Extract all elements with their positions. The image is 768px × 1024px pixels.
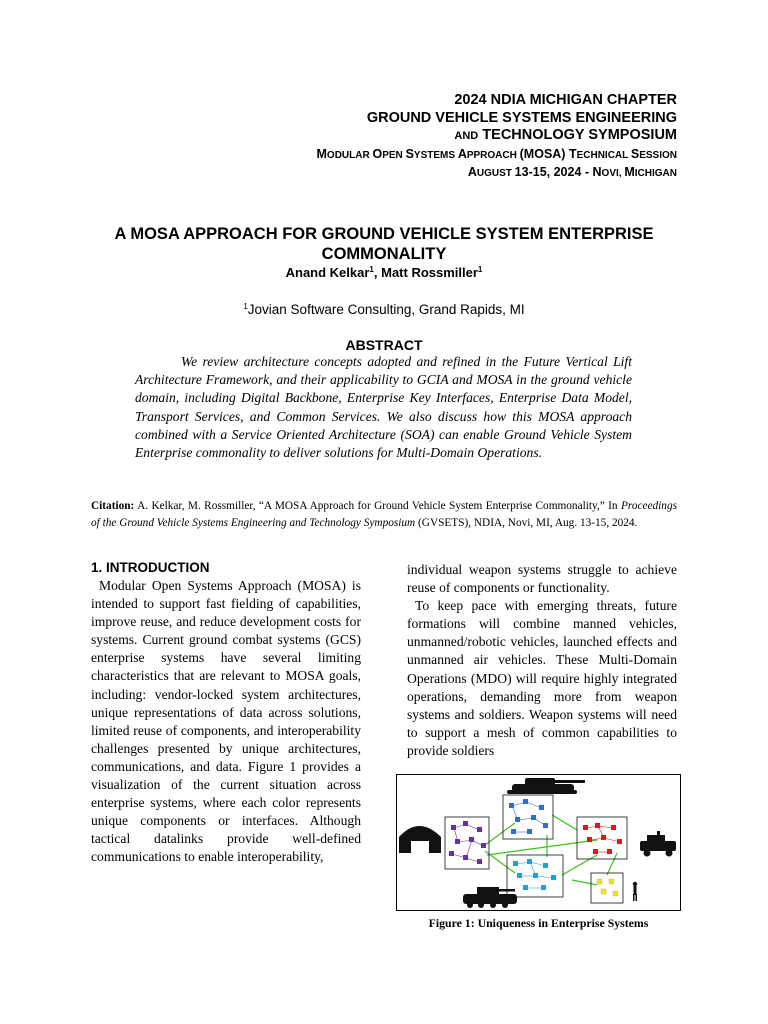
hl4-part-5-small: ECHNICAL [576,149,631,161]
right-paragraph-2: To keep pace with emerging threats, future formations will combine manned vehicles, unmanned/robotic vehicles, launched effects and unmanned air vehicles. These Multi-Domain Operations (MDO) will require highly integrated operations, demanding more from weapon systems and soldiers. Weapon systems will need to support a mesh of common capabilities to provide soldiers [407,598,677,758]
hl4-part-4-big: (MOSA) [519,146,569,161]
purple-cluster [449,821,486,864]
hl5-part-0-big: A [467,165,477,179]
yellow-cluster [597,879,618,896]
hl4-part-0-big: M [316,146,327,161]
hl4-part-1-big: O [372,146,383,161]
header-line-4 [317,146,678,165]
figure-1-diagram [397,775,680,910]
author-2-affil-mark: 1 [477,265,483,274]
hl5-part-1-big: 13-15, 2024 - [514,165,593,179]
title-line-2: COMMONALITY [321,245,447,263]
right-paragraph-continued: individual weapon systems struggle to achieve reuse of components or functionality. [407,562,677,596]
hangar-icon [399,826,441,853]
hl5-part-2-small: OVI, [601,168,625,179]
header-line-5 [317,164,678,183]
conference-header [317,92,678,183]
citation-text-2: (GVSETS), NDIA, Novi, MI, Aug. 13-15, 2024. [415,516,638,529]
hl4-part-0-small: ODULAR [326,149,373,161]
hl5-part-3-big: M [624,165,635,179]
hl4-part-6-small: ESSION [639,149,677,161]
hl4-part-3-small: PPROACH [466,149,520,161]
header-line-2: GROUND VEHICLE SYSTEMS ENGINEERING [366,109,677,126]
author-separator: , [373,265,382,280]
left-column [91,559,361,867]
author-1-affil-mark: 1 [369,265,374,274]
citation-text-1: A. Kelkar, M. Rossmiller, “A MOSA Approach for Ground Vehicle System Enterprise Commonality,” In [134,500,621,512]
yellow-cluster-outline [591,873,623,903]
affiliation-mark: 1 [243,302,248,311]
hl5-part-0-small: UGUST [476,168,515,179]
section-heading-introduction: 1. INTRODUCTION [91,560,210,575]
blue-cluster [509,799,548,834]
cluster-outlines [445,795,627,903]
author-1-name: Anand Kelkar [285,265,370,280]
affiliation [80,302,688,317]
soldier-icon [633,882,637,901]
hl5-part-2-big: N [592,165,602,179]
abstract-heading: ABSTRACT [345,337,423,353]
hl4-part-3-big: A [457,146,467,161]
armored-vehicle-icon [463,887,517,908]
author-2-name: Matt Rossmiller [381,265,478,280]
author-list [80,265,688,280]
humvee-icon [640,831,676,857]
hl4-part-5-big: T [568,146,577,161]
paper-title [80,224,688,264]
header-line-3: AND TECHNOLOGY SYMPOSIUM [454,127,677,143]
hl4-part-1-small: PEN [382,149,406,161]
hl4-part-6-big: S [630,146,640,161]
hl4-part-2-big: S [405,146,414,161]
figure-1 [396,774,681,911]
tank-icon [507,778,585,794]
citation-proceedings: Proceedings of the Ground Vehicle Systems Engineering and Technology Symposium [91,500,677,529]
title-line-1: A MOSA APPROACH FOR GROUND VEHICLE SYSTEM ENTERPRISE [114,225,654,243]
affiliation-text: Jovian Software Consulting, Grand Rapids, MI [247,302,525,317]
citation-label: Citation: [91,500,135,512]
hl4-part-2-small: YSTEMS [413,149,458,161]
abstract-text: We review architecture concepts adopted and refined in the Future Vertical Lift Architecture Framework, and their applicability to GCIA and MOSA in the ground vehicle domain, including Digital Backbone, Enterprise Key Interfaces, Enterprise Data Model, Transport Services, and Common Services. We also discuss how this MOSA approach combined with a Service Oriented Architecture (SOA) can enable Ground Vehicle System Enterprise commonality to deliver solutions for Multi-Domain Operations. [135,354,632,461]
header-line-1: 2024 NDIA MICHIGAN CHAPTER [454,92,677,108]
hl5-part-3-small: ICHIGAN [634,168,677,179]
intro-paragraph-1: Modular Open Systems Approach (MOSA) is intended to support fast fielding of capabilities, improve reuse, and reduce development costs for systems. Current ground combat systems (GCS) enterprise systems have several limiting characteristics that are relevant to MOSA goals, including: vendor-locked system architectures, unique representations of data across solutions, limited reuse of components, and interoperability challenges presented by unique architectures, communications, and data. Figure 1 provides a visualization of the current situation across enterprise systems, where each color represents unique components or interfaces. Although tactical datalinks provide well-defined communications to enable interoperability, [91,578,361,865]
right-column [407,561,677,760]
citation [91,498,677,531]
figure-1-caption: Figure 1: Uniqueness in Enterprise Systems [428,916,649,930]
